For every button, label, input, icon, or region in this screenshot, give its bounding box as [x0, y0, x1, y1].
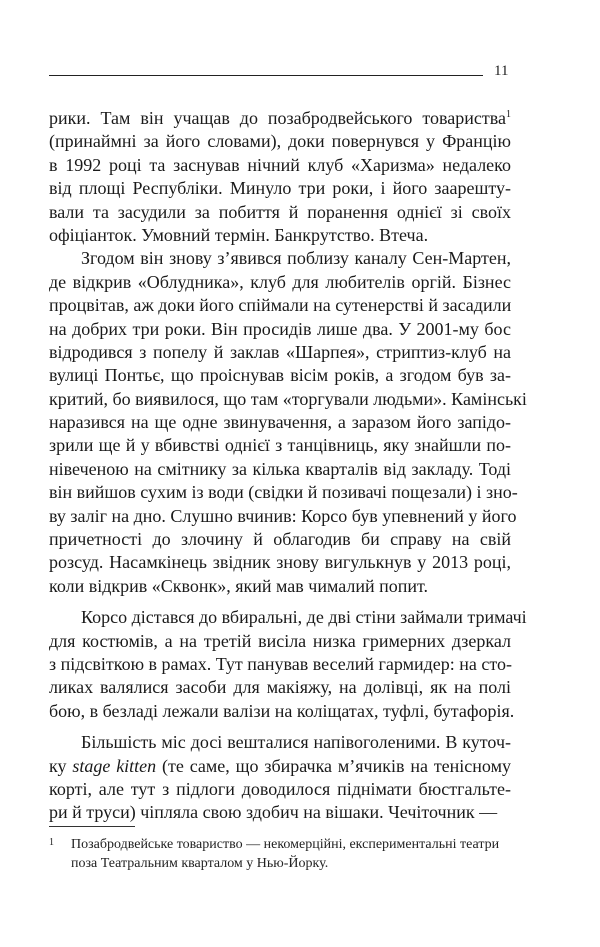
text-line: корті, але тут з підлоги доводилося піднімати бюстгальте-	[49, 778, 511, 799]
paragraph	[49, 247, 527, 598]
text-line: на добрих три роки. Він просидів лише два. У 2001-му бос	[49, 318, 511, 339]
text-line: коли відкрив «Сквонк», який мав чималий попит.	[49, 575, 429, 596]
italic-phrase: stage kitten	[72, 755, 157, 776]
footnote-line: Позабродвейське товариство — некомерційні, експериментальні театри	[71, 837, 500, 852]
text-line: в 1992 році та заснував нічний клуб «Харизма» недалеко	[49, 154, 511, 175]
text-line: відродився з попелу й заклав «Шарпея», стриптиз-клуб на	[49, 341, 511, 362]
footnote-marker: 1	[49, 837, 54, 848]
text-line: ри й труси) чіпляла свою здобич на вішаки. Чечіточник —	[49, 802, 498, 823]
footnote-line: поза Театральним кварталом у Нью-Йорку.	[71, 856, 329, 871]
paragraph	[49, 107, 511, 247]
text-line: ву заліг на дно. Слушно вчинив: Корсо був упевнений у його	[49, 505, 517, 526]
text-line: де відкрив «Облудника», клуб для любителів оргій. Бізнес	[49, 271, 511, 292]
text-line: Корсо дістався до вбиральні, де дві стіни займали тримачі	[81, 607, 527, 628]
header-rule	[49, 75, 483, 76]
text-line: (принаймні за його словами), доки повернувся у Францію	[49, 131, 511, 152]
text-line: рики. Там він учащав до позабродвейського товариства$^1$	[49, 108, 511, 128]
text-line: зрили ще й у вбивстві однієї з танцівниць, яку знайшли по-	[49, 435, 511, 456]
text-line: з підсвіткою в рамах. Тут панував веселий гармидер: на сто-	[49, 653, 513, 674]
text-line: ликах валялися засоби для макіяжу, на долівці, як на полі	[49, 677, 511, 698]
text-line: причетності до злочину й облагодив би справу на свій	[49, 529, 511, 550]
text-line: він вийшов сухим із води (свідки й позивачі пощезали) і зно-	[49, 482, 518, 503]
page-number: 11	[494, 63, 509, 79]
text-line: процвітав, аж доки його спіймали на сутенерстві й засадили	[49, 295, 512, 316]
text-line: розсуд. Насамкінець звідник знову вигулькнув у 2013 році,	[49, 552, 511, 573]
text-line: наразився на ще одне звинувачення, а заразом його запідо-	[49, 412, 511, 433]
text-line: Згодом він знову з’явився поблизу каналу Сен-Мартен,	[81, 248, 511, 269]
text-line: Більшість міс досі вешталися напівоголеними. В куточ-	[81, 732, 511, 753]
text-line: нівеченою на смітнику за кілька кварталів від закладу. Тоді	[49, 458, 511, 479]
paragraph	[49, 606, 527, 723]
text-line: від площі Республіки. Минуло три роки, і його заарешту-	[49, 178, 511, 199]
text-line: вали та засудили за побиття й поранення однієї зі своїх	[49, 201, 511, 222]
paragraph	[49, 731, 511, 825]
text-line: офіціанток. Умовний термін. Банкрутство. Втеча.	[49, 224, 429, 245]
text-line: для костюмів, а на третій висіла низка гримерних дзеркал	[49, 630, 511, 651]
footnote	[49, 835, 511, 873]
text-line: бою, в безладі лежали валізи на коліщатах, туфлі, бутафорія.	[49, 700, 515, 721]
footnote-reference: 1	[506, 109, 511, 120]
body-text	[49, 107, 527, 825]
text-line: вулиці Понтьє, що проіснував вісім років, а згодом був за-	[49, 365, 511, 386]
footnote-separator	[49, 826, 135, 827]
text-line: ку stage kitten (те саме, що збирачка м’ячиків на тенісному	[49, 755, 511, 776]
text-line: критий, бо виявилося, що там «торгували людьми». Камінські	[49, 388, 527, 409]
